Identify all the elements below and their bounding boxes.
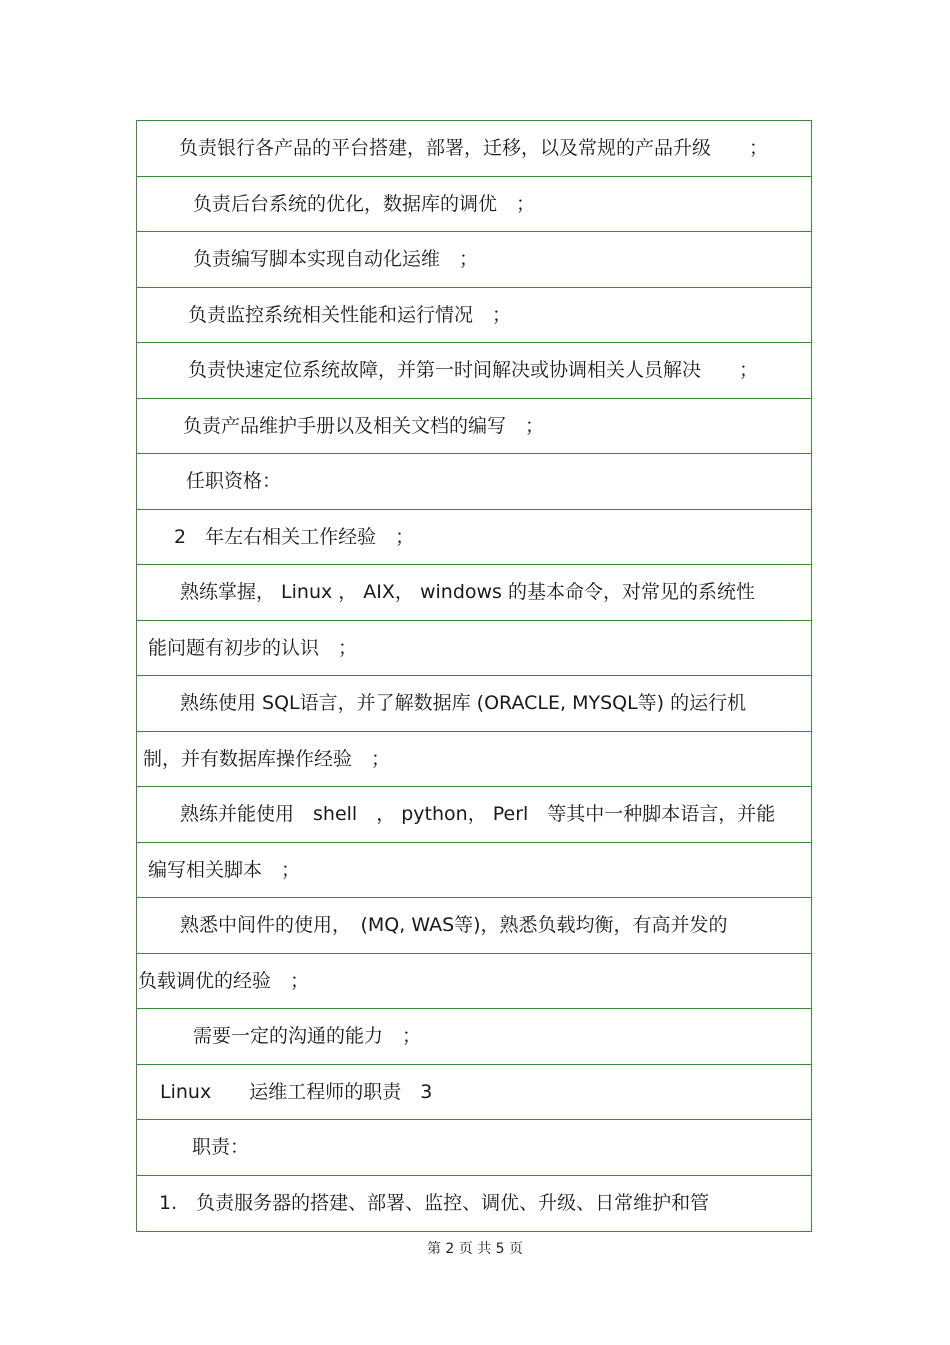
row-text: 需要一定的沟通的能力 ； — [193, 1025, 422, 1047]
document-table — [136, 120, 812, 1232]
row-text: 熟悉中间件的使用， (MQ, WAS等)，熟悉负载均衡，有高并发的 — [180, 914, 728, 936]
table-row — [137, 732, 811, 788]
table-row — [137, 288, 811, 344]
row-text: Linux 运维工程师的职责 3 — [160, 1080, 433, 1103]
table-row — [137, 565, 811, 621]
table-row — [137, 843, 811, 899]
row-text: 负责快速定位系统故障，并第一时间解决或协调相关人员解决 ； — [188, 359, 759, 381]
row-text: 负载调优的经验 ； — [138, 969, 310, 992]
table-row — [137, 454, 811, 510]
table-row — [137, 232, 811, 288]
table-row — [137, 1065, 811, 1121]
table-row — [137, 676, 811, 732]
table-row — [137, 621, 811, 677]
row-text: 负责产品维护手册以及相关文档的编写 ； — [183, 414, 545, 437]
row-text: 任职资格： — [186, 470, 282, 492]
table-row — [137, 1120, 811, 1176]
row-text: 制，并有数据库操作经验 ； — [143, 747, 391, 770]
row-text: 负责后台系统的优化，数据库的调优 ； — [193, 192, 536, 215]
row-text: 1. 负责服务器的搭建、部署、监控、调优、升级、日常维护和管 — [159, 1191, 710, 1214]
row-text: 负责银行各产品的平台搭建，部署，迁移，以及常规的产品升级 ； — [179, 137, 769, 159]
table-row — [137, 1176, 811, 1232]
row-text: 负责监控系统相关性能和运行情况 ； — [188, 303, 512, 326]
row-text: 熟练使用 SQL语言，并了解数据库 (ORACLE, MYSQL等) 的运行机 — [180, 692, 747, 714]
row-text: 熟练掌握， Linux ， AIX， windows 的基本命令，对常见的系统性 — [180, 581, 755, 603]
table-row — [137, 177, 811, 233]
row-text: 2 年左右相关工作经验 ； — [174, 525, 415, 548]
table-row — [137, 1009, 811, 1065]
row-text: 熟练并能使用 shell ， python， Perl 等其中一种脚本语言，并能 — [180, 803, 776, 825]
table-row — [137, 954, 811, 1010]
row-text: 编写相关脚本 ； — [148, 858, 301, 881]
table-row — [137, 510, 811, 566]
row-text: 职责： — [192, 1136, 250, 1158]
row-text: 负责编写脚本实现自动化运维 ； — [193, 248, 479, 270]
table-row — [137, 787, 811, 843]
table-row — [137, 898, 811, 954]
page-footer: 第 2 页 共 5 页 — [426, 1241, 524, 1257]
table-row — [137, 399, 811, 455]
table-row — [137, 121, 811, 177]
table-row — [137, 343, 811, 399]
row-text: 能问题有初步的认识 ； — [148, 636, 358, 659]
